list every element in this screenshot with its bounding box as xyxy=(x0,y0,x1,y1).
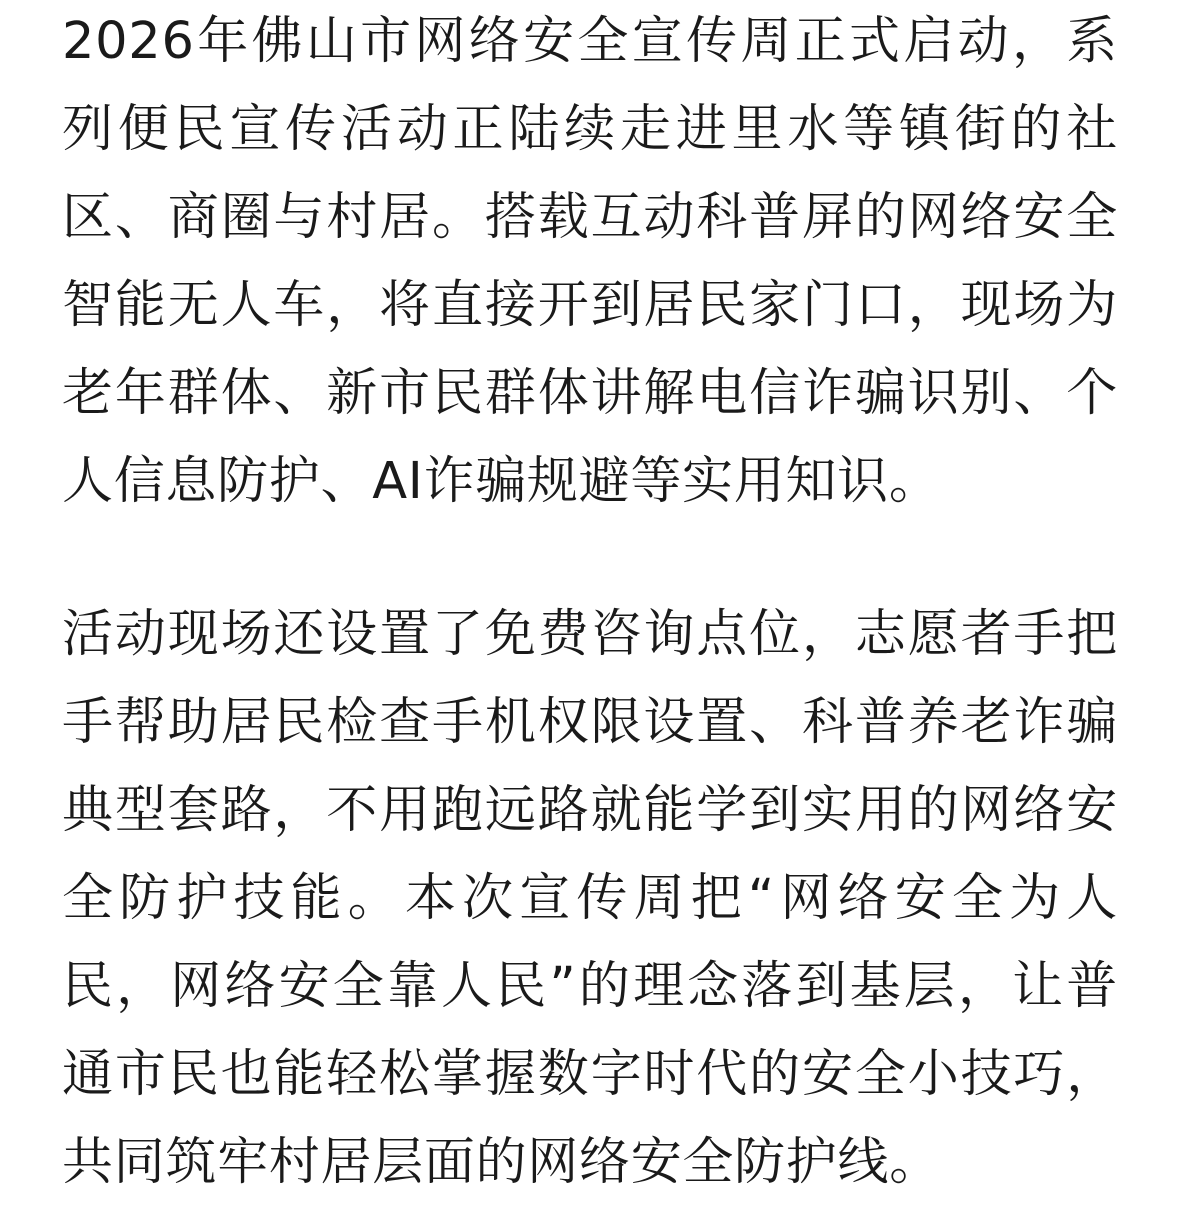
article-paragraph-1: 2026年佛山市网络安全宣传周正式启动，系列便民宣传活动正陆续走进里水等镇街的社区、商圈与村居。搭载互动科普屏的网络安全智能无人车，将直接开到居民家门口，现场为老年群体、新市民群体讲解电信诈骗识别、个人信息防护、AI诈骗规避等实用知识。 xyxy=(62,12,1118,511)
article-body xyxy=(62,0,1118,1207)
article-paragraph-2: 活动现场还设置了免费咨询点位，志愿者手把手帮助居民检查手机权限设置、科普养老诈骗典型套路，不用跑远路就能学到实用的网络安全防护技能。本次宣传周把“网络安全为人民，网络安全靠人民”的理念落到基层，让普通市民也能轻松掌握数字时代的安全小技巧，共同筑牢村居层面的网络安全防护线。 xyxy=(62,605,1118,1192)
